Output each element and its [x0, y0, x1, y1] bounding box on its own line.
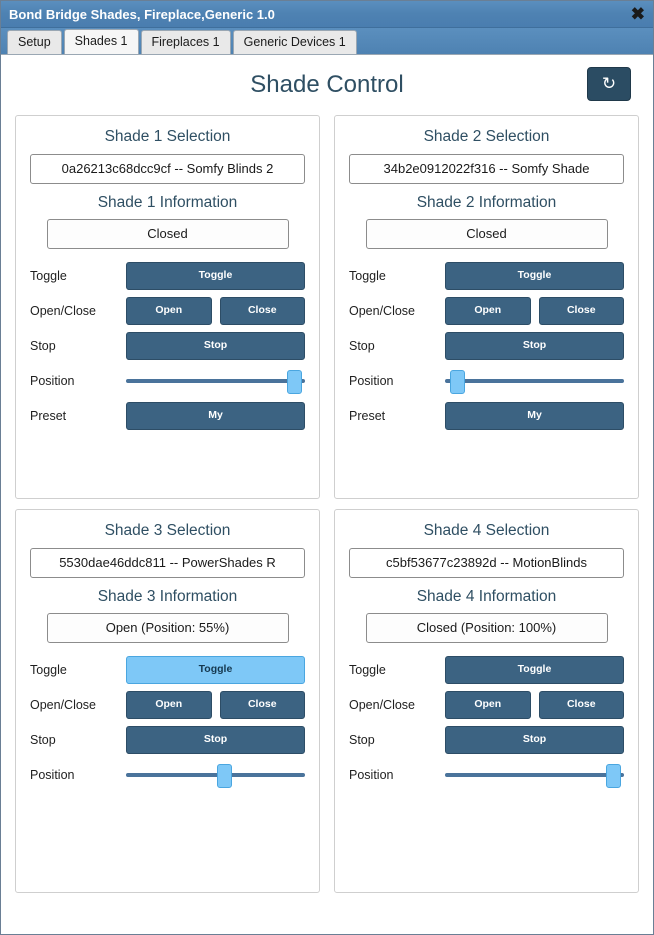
- shade-card-3: [15, 509, 320, 893]
- shade-2-preset-area: [445, 402, 624, 430]
- refresh-icon[interactable]: ↻: [587, 67, 631, 101]
- shade-2-toggle-row: [349, 263, 624, 289]
- shade-4-selection-title: Shade 4 Selection: [423, 522, 550, 539]
- shade-1-preset-area: [126, 402, 305, 430]
- shade-3-openclose-row: [30, 692, 305, 718]
- shade-4-stop-area: [445, 726, 624, 754]
- slider-thumb[interactable]: [287, 370, 302, 394]
- shade-3-position-area: [126, 762, 305, 788]
- shade-1-information-title: Shade 1 Information: [97, 194, 238, 211]
- slider-track: [445, 773, 624, 777]
- shade-card-2: [334, 115, 639, 499]
- title-bar: [1, 1, 653, 28]
- slider-thumb[interactable]: [217, 764, 232, 788]
- shade-3-selection-title: Shade 3 Selection: [104, 522, 231, 539]
- shade-2-preset-label: Preset: [349, 409, 386, 423]
- shade-2-position-slider[interactable]: [445, 368, 624, 394]
- main-content: [1, 55, 653, 934]
- shade-1-stop-label: Stop: [30, 339, 56, 353]
- shade-2-openclose-row: [349, 298, 624, 324]
- shade-card-4: [334, 509, 639, 893]
- shade-3-open-button[interactable]: Open: [126, 691, 212, 719]
- shade-2-position-area: [445, 368, 624, 394]
- tab-fireplaces-1[interactable]: Fireplaces 1: [141, 30, 231, 54]
- shade-4-toggle-row: [349, 657, 624, 683]
- shade-3-toggle-label: Toggle: [30, 663, 67, 677]
- slider-thumb[interactable]: [606, 764, 621, 788]
- shade-3-openclose-area: [126, 691, 305, 719]
- shade-2-my-button[interactable]: My: [445, 402, 624, 430]
- shade-2-stop-button[interactable]: Stop: [445, 332, 624, 360]
- shade-4-stop-label: Stop: [349, 733, 375, 747]
- shade-4-selection-dropdown[interactable]: c5bf53677c23892d -- MotionBlinds: [349, 548, 624, 578]
- shade-3-position-label: Position: [30, 768, 75, 782]
- shade-1-openclose-row: [30, 298, 305, 324]
- shade-4-close-button[interactable]: Close: [539, 691, 625, 719]
- shade-2-toggle-area: [445, 262, 624, 290]
- shade-1-open-button[interactable]: Open: [126, 297, 212, 325]
- shade-1-openclose-area: [126, 297, 305, 325]
- tab-setup[interactable]: Setup: [7, 30, 62, 54]
- shade-3-stop-label: Stop: [30, 733, 56, 747]
- tab-shades-1[interactable]: Shades 1: [64, 29, 139, 54]
- shade-3-position-slider[interactable]: [126, 762, 305, 788]
- page-title: Shade Control: [250, 71, 404, 98]
- shade-1-position-slider[interactable]: [126, 368, 305, 394]
- shade-1-position-label: Position: [30, 374, 75, 388]
- shade-4-position-label: Position: [349, 768, 394, 782]
- shade-4-openclose-label: Open/Close: [349, 698, 416, 712]
- shade-3-close-button[interactable]: Close: [220, 691, 306, 719]
- shade-4-position-row: [349, 762, 624, 788]
- shade-4-position-area: [445, 762, 624, 788]
- shade-1-selection-title: Shade 1 Selection: [104, 128, 231, 145]
- window-title: Bond Bridge Shades, Fireplace,Generic 1.0: [9, 6, 275, 22]
- shade-2-toggle-label: Toggle: [349, 269, 386, 283]
- close-icon[interactable]: ✖: [630, 4, 645, 24]
- shade-1-toggle-button[interactable]: Toggle: [126, 262, 305, 290]
- shade-2-information-value: Closed: [366, 219, 608, 249]
- slider-track: [445, 379, 624, 383]
- shade-card-grid: [1, 115, 653, 907]
- shade-4-stop-button[interactable]: Stop: [445, 726, 624, 754]
- shade-1-close-button[interactable]: Close: [220, 297, 306, 325]
- shade-3-stop-button[interactable]: Stop: [126, 726, 305, 754]
- shade-2-stop-label: Stop: [349, 339, 375, 353]
- shade-4-toggle-button[interactable]: Toggle: [445, 656, 624, 684]
- shade-3-information-title: Shade 3 Information: [97, 588, 238, 605]
- shade-1-preset-label: Preset: [30, 409, 67, 423]
- shade-4-openclose-row: [349, 692, 624, 718]
- shade-3-toggle-area: [126, 656, 305, 684]
- shade-2-position-row: [349, 368, 624, 394]
- shade-1-my-button[interactable]: My: [126, 402, 305, 430]
- shade-3-position-row: [30, 762, 305, 788]
- shade-1-selection-dropdown[interactable]: 0a26213c68dcc9cf -- Somfy Blinds 2: [30, 154, 305, 184]
- shade-card-1: [15, 115, 320, 499]
- shade-3-stop-row: [30, 727, 305, 753]
- shade-3-openclose-label: Open/Close: [30, 698, 97, 712]
- slider-track: [126, 379, 305, 383]
- shade-4-stop-row: [349, 727, 624, 753]
- shade-3-selection-dropdown[interactable]: 5530dae46ddc811 -- PowerShades R: [30, 548, 305, 578]
- shade-1-toggle-label: Toggle: [30, 269, 67, 283]
- shade-4-information-value: Closed (Position: 100%): [366, 613, 608, 643]
- shade-2-stop-area: [445, 332, 624, 360]
- shade-3-information-value: Open (Position: 55%): [47, 613, 289, 643]
- tab-bar: [1, 28, 653, 55]
- tab-generic-devices-1[interactable]: Generic Devices 1: [233, 30, 357, 54]
- shade-1-information-value: Closed: [47, 219, 289, 249]
- shade-3-toggle-button[interactable]: Toggle: [126, 656, 305, 684]
- slider-thumb[interactable]: [450, 370, 465, 394]
- shade-2-position-label: Position: [349, 374, 394, 388]
- shade-4-position-slider[interactable]: [445, 762, 624, 788]
- shade-4-toggle-area: [445, 656, 624, 684]
- shade-2-selection-title: Shade 2 Selection: [423, 128, 550, 145]
- shade-2-close-button[interactable]: Close: [539, 297, 625, 325]
- shade-2-open-button[interactable]: Open: [445, 297, 531, 325]
- page-header: [1, 55, 653, 115]
- shade-4-information-title: Shade 4 Information: [416, 588, 557, 605]
- shade-3-toggle-row: [30, 657, 305, 683]
- shade-1-position-row: [30, 368, 305, 394]
- shade-2-stop-row: [349, 333, 624, 359]
- shade-1-toggle-area: [126, 262, 305, 290]
- shade-2-toggle-button[interactable]: Toggle: [445, 262, 624, 290]
- slider-track: [126, 773, 305, 777]
- shade-2-openclose-label: Open/Close: [349, 304, 416, 318]
- shade-2-openclose-area: [445, 297, 624, 325]
- shade-4-toggle-label: Toggle: [349, 663, 386, 677]
- shade-1-stop-area: [126, 332, 305, 360]
- shade-2-information-title: Shade 2 Information: [416, 194, 557, 211]
- shade-1-position-area: [126, 368, 305, 394]
- shade-1-openclose-label: Open/Close: [30, 304, 97, 318]
- shade-1-stop-button[interactable]: Stop: [126, 332, 305, 360]
- shade-2-preset-row: [349, 403, 624, 429]
- shade-1-preset-row: [30, 403, 305, 429]
- shade-3-stop-area: [126, 726, 305, 754]
- shade-1-stop-row: [30, 333, 305, 359]
- shade-4-open-button[interactable]: Open: [445, 691, 531, 719]
- shade-4-openclose-area: [445, 691, 624, 719]
- shade-1-toggle-row: [30, 263, 305, 289]
- shade-2-selection-dropdown[interactable]: 34b2e0912022f316 -- Somfy Shade: [349, 154, 624, 184]
